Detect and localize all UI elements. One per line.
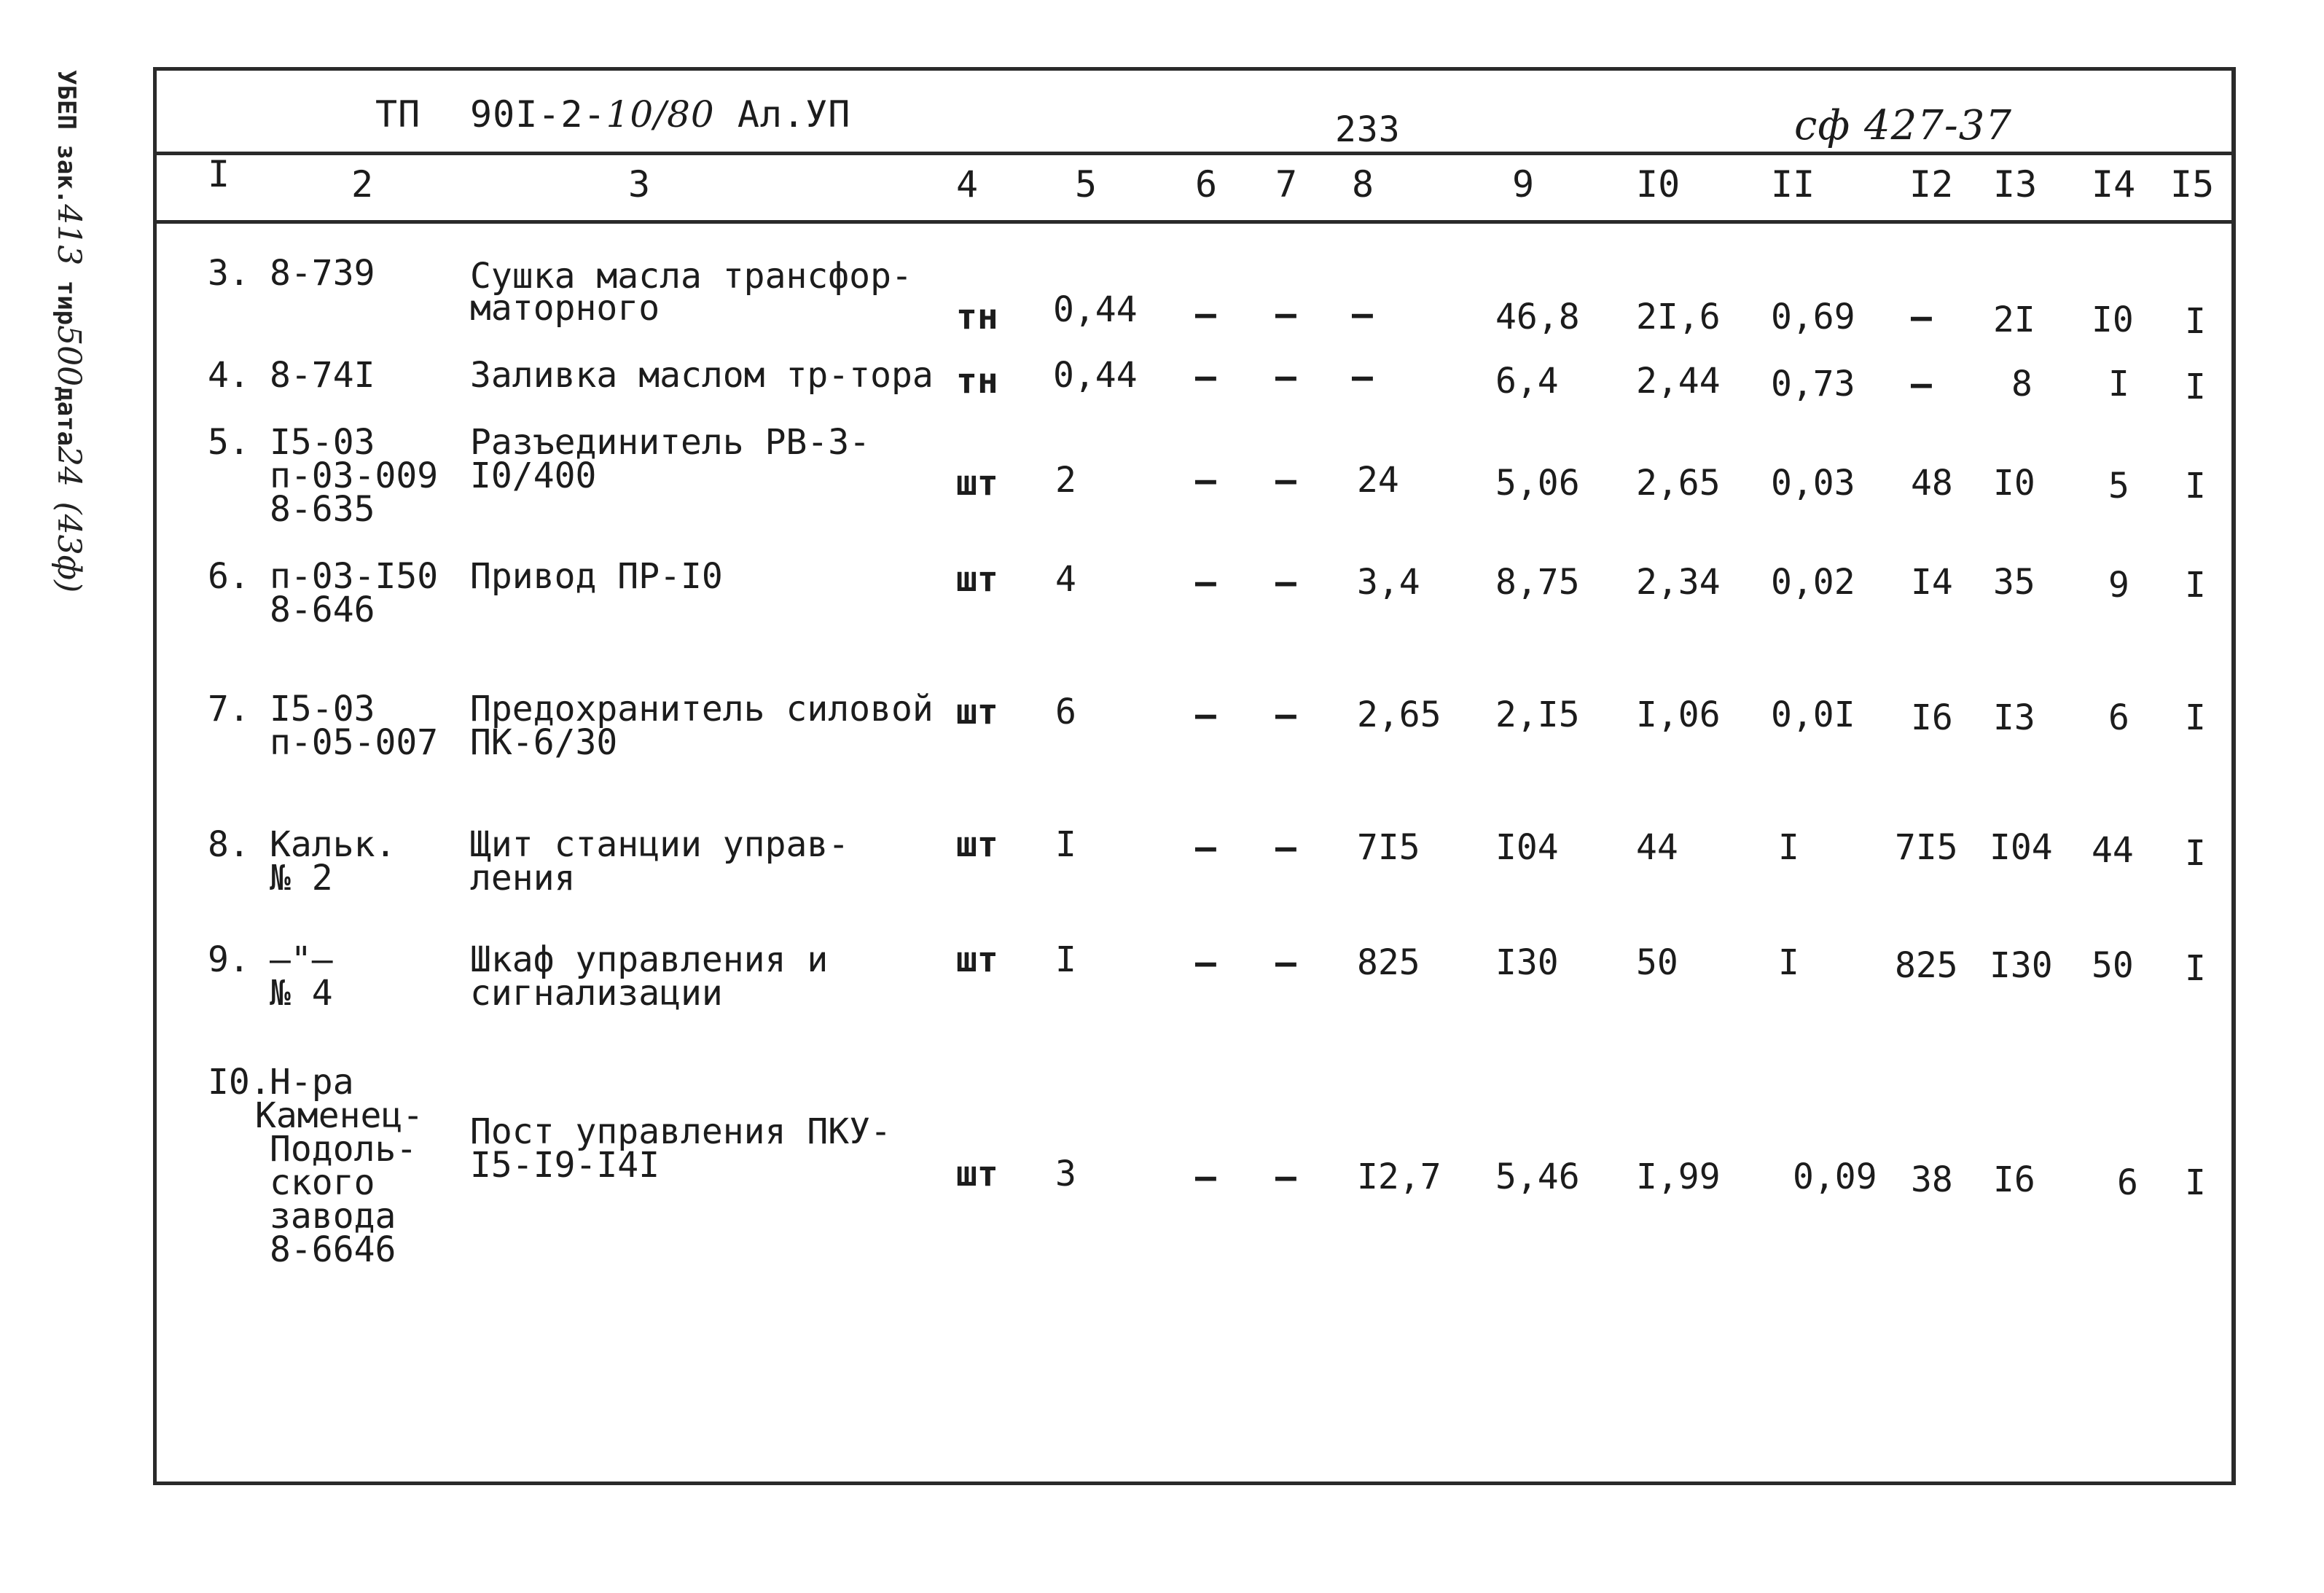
row-name-line: ления <box>470 858 576 899</box>
doc-number: сф 427-37 <box>1794 102 2013 149</box>
row-c13: I0 <box>1993 463 2035 504</box>
row-number: 8. <box>208 824 250 865</box>
row-c14: 50 <box>2092 945 2134 986</box>
row-c11: I <box>1778 942 1799 983</box>
row-c12: 48 <box>1911 463 1953 504</box>
row-unit: шт <box>956 1154 998 1194</box>
row-c9: I04 <box>1495 827 1559 868</box>
col-15: I5 <box>2170 163 2215 206</box>
col-14: I4 <box>2092 163 2136 206</box>
row-code-line: Каменец- <box>255 1095 424 1136</box>
row-c13: I04 <box>1990 827 2053 868</box>
row-c12: I6 <box>1911 697 1953 738</box>
row-unit: тн <box>956 297 998 337</box>
row-c8: – <box>1352 294 1373 334</box>
row-c14: 44 <box>2092 830 2134 871</box>
row-code-line: 8-6646 <box>270 1229 396 1270</box>
row-code-line: ского <box>270 1162 375 1203</box>
row-c10: 44 <box>1636 827 1678 868</box>
row-c10: 2,34 <box>1636 562 1721 603</box>
row-name-line: Разъединитель РВ-3- <box>470 422 871 463</box>
row-c14: 6 <box>2108 697 2129 738</box>
col-8: 8 <box>1352 163 1374 206</box>
row-name-line: Пост управления ПКУ- <box>470 1111 891 1152</box>
row-c13: 8 <box>2011 364 2032 404</box>
col-6: 6 <box>1195 163 1218 206</box>
row-c13: I6 <box>1993 1159 2035 1200</box>
side-stamp <box>50 70 87 592</box>
row-quantity: I <box>1055 824 1076 865</box>
row-c8: 7I5 <box>1357 827 1420 868</box>
row-number: 5. <box>208 422 250 463</box>
stamp-org: УБЕП <box>52 70 81 130</box>
row-code-line: 8-635 <box>270 489 375 530</box>
stamp-circ-label: тир <box>52 280 81 326</box>
row-c13: I3 <box>1993 697 2035 738</box>
row-number: 3. <box>208 253 250 294</box>
row-code-line: п-03-I50 <box>270 556 439 597</box>
row-c6: – <box>1195 356 1216 397</box>
row-c14: 5 <box>2108 466 2129 506</box>
row-code-line: 8-739 <box>270 253 375 294</box>
row-c15: I <box>2185 466 2206 506</box>
row-c15: I <box>2185 1162 2206 1203</box>
row-code-line: Кальк. <box>270 824 396 865</box>
row-c14: I <box>2108 364 2129 404</box>
document-code-print: 90I-2- <box>470 93 606 136</box>
row-c6: – <box>1195 562 1216 603</box>
row-c7: – <box>1275 1156 1296 1197</box>
row-name-line: Заливка маслом тр-тора <box>470 355 934 396</box>
row-c7: – <box>1275 827 1296 868</box>
album-label: Ал.УП <box>737 93 851 136</box>
row-c15: I <box>2185 833 2206 874</box>
row-c7: – <box>1275 356 1296 397</box>
row-unit: шт <box>956 463 998 504</box>
row-code-line: I5-03 <box>270 422 375 463</box>
row-c9: 46,8 <box>1495 297 1580 337</box>
row-c10: I,06 <box>1636 694 1721 735</box>
row-code-line: –"– <box>270 939 333 980</box>
row-c12: 825 <box>1895 945 1958 986</box>
row-c10: I,99 <box>1636 1156 1721 1197</box>
row-unit: шт <box>956 939 998 980</box>
row-c6: – <box>1195 1156 1216 1197</box>
row-c8: 24 <box>1357 460 1399 501</box>
row-c8: 2,65 <box>1357 694 1441 735</box>
row-c7: – <box>1275 460 1296 501</box>
row-c11: 0,03 <box>1771 463 1855 504</box>
row-c15: I <box>2185 565 2206 606</box>
row-unit: тн <box>956 361 998 402</box>
row-quantity: 2 <box>1055 460 1076 501</box>
row-name-line: I0/400 <box>470 455 597 496</box>
row-c12: 38 <box>1911 1159 1953 1200</box>
row-code-line: № 4 <box>270 973 333 1014</box>
row-quantity: 0,44 <box>1053 355 1138 396</box>
row-c14: 9 <box>2108 565 2129 606</box>
row-c15: I <box>2185 697 2206 738</box>
row-c12: I4 <box>1911 562 1953 603</box>
row-c13: I30 <box>1990 945 2053 986</box>
row-name-line: Сушка масла трансфор- <box>470 256 912 297</box>
row-number: 7. <box>208 689 250 729</box>
row-c11: 0,0I <box>1771 694 1855 735</box>
document-code-hand: 10/80 <box>606 93 715 136</box>
row-code-line: 8-646 <box>270 590 375 630</box>
col-12: I2 <box>1909 163 1954 206</box>
row-c11: 0,02 <box>1771 562 1855 603</box>
row-c10: 50 <box>1636 942 1678 983</box>
row-c9: 8,75 <box>1495 562 1580 603</box>
row-c6: – <box>1195 460 1216 501</box>
row-c8: 825 <box>1357 942 1420 983</box>
row-c13: 35 <box>1993 562 2035 603</box>
row-c15: I <box>2185 948 2206 989</box>
row-unit: шт <box>956 824 998 865</box>
row-quantity: I <box>1055 939 1076 980</box>
row-name-line: I5-I9-I4I <box>470 1145 660 1186</box>
row-c6: – <box>1195 942 1216 983</box>
row-c11: 0,09 <box>1793 1156 1877 1197</box>
row-unit: шт <box>956 692 998 732</box>
row-c11: 0,73 <box>1771 364 1855 404</box>
row-number: 4. <box>208 355 250 396</box>
row-c9: 5,06 <box>1495 463 1580 504</box>
row-quantity: 3 <box>1055 1154 1076 1194</box>
row-number: I0. <box>208 1062 271 1103</box>
row-c15: I <box>2185 301 2206 342</box>
row-c11: I <box>1778 827 1799 868</box>
row-name-line: сигнализации <box>470 973 723 1014</box>
row-c10: 2,44 <box>1636 361 1721 402</box>
document-code <box>470 93 850 136</box>
row-c7: – <box>1275 562 1296 603</box>
row-quantity: 6 <box>1055 692 1076 732</box>
page-frame <box>153 67 2236 1485</box>
row-number: 9. <box>208 939 250 980</box>
row-c8: I2,7 <box>1357 1156 1441 1197</box>
page-number: 233 <box>1335 109 1401 150</box>
col-3: 3 <box>628 163 651 206</box>
row-c8: 3,4 <box>1357 562 1420 603</box>
row-code-line: Подоль- <box>270 1129 418 1170</box>
row-code-line: I5-03 <box>270 689 375 729</box>
row-name-line: Привод ПР-I0 <box>470 556 723 597</box>
row-c9: 6,4 <box>1495 361 1559 402</box>
row-code-line: п-05-007 <box>270 722 439 763</box>
row-code-line: 8-74I <box>270 355 375 396</box>
col-4: 4 <box>956 163 979 206</box>
stamp-order-no: 413 <box>50 204 87 266</box>
row-name-line: Предохранитель силовой <box>470 689 934 729</box>
row-name-line: Щит станции управ- <box>470 824 850 865</box>
stamp-extra: (43ф) <box>50 501 87 593</box>
row-c7: – <box>1275 694 1296 735</box>
stamp-circulation: 500 <box>50 325 87 387</box>
row-c12: – <box>1911 364 1932 404</box>
row-c9: 2,I5 <box>1495 694 1580 735</box>
row-name-line: маторного <box>470 288 660 329</box>
stamp-date: 24 <box>50 446 87 488</box>
col-11: II <box>1771 163 1815 206</box>
column-header-rule <box>157 220 2234 224</box>
row-c9: 5,46 <box>1495 1156 1580 1197</box>
row-c12: 7I5 <box>1895 827 1958 868</box>
row-c11: 0,69 <box>1771 297 1855 337</box>
stamp-order-label: зак. <box>52 144 81 205</box>
row-c14: I0 <box>2092 300 2134 340</box>
header-rule <box>157 152 2234 155</box>
stamp-date-label: дата <box>52 386 81 447</box>
row-c15: I <box>2185 367 2206 407</box>
row-quantity: 4 <box>1055 559 1076 600</box>
row-c14: 6 <box>2117 1162 2138 1203</box>
row-c10: 2I,6 <box>1636 297 1721 337</box>
col-1: I <box>208 153 230 195</box>
col-2: 2 <box>351 163 374 206</box>
row-c6: – <box>1195 827 1216 868</box>
row-name-line: ПК-6/30 <box>470 722 618 763</box>
row-c12: – <box>1911 297 1932 337</box>
row-quantity: 0,44 <box>1053 289 1138 330</box>
col-10: I0 <box>1636 163 1681 206</box>
row-unit: шт <box>956 559 998 600</box>
row-c6: – <box>1195 294 1216 334</box>
row-c7: – <box>1275 942 1296 983</box>
row-name-line: Шкаф управления и <box>470 939 829 980</box>
col-13: I3 <box>1993 163 2038 206</box>
row-code-line: завода <box>270 1196 396 1237</box>
row-number: 6. <box>208 556 250 597</box>
row-c9: I30 <box>1495 942 1559 983</box>
col-5: 5 <box>1075 163 1098 206</box>
row-c8: – <box>1352 356 1373 397</box>
col-7: 7 <box>1275 163 1298 206</box>
row-c10: 2,65 <box>1636 463 1721 504</box>
row-c13: 2I <box>1993 300 2035 340</box>
row-c7: – <box>1275 294 1296 334</box>
row-c6: – <box>1195 694 1216 735</box>
series-prefix: ТП <box>375 93 421 136</box>
row-code-line: Н-ра <box>270 1062 354 1103</box>
row-code-line: № 2 <box>270 858 333 899</box>
col-9: 9 <box>1512 163 1535 206</box>
row-code-line: п-03-009 <box>270 455 439 496</box>
